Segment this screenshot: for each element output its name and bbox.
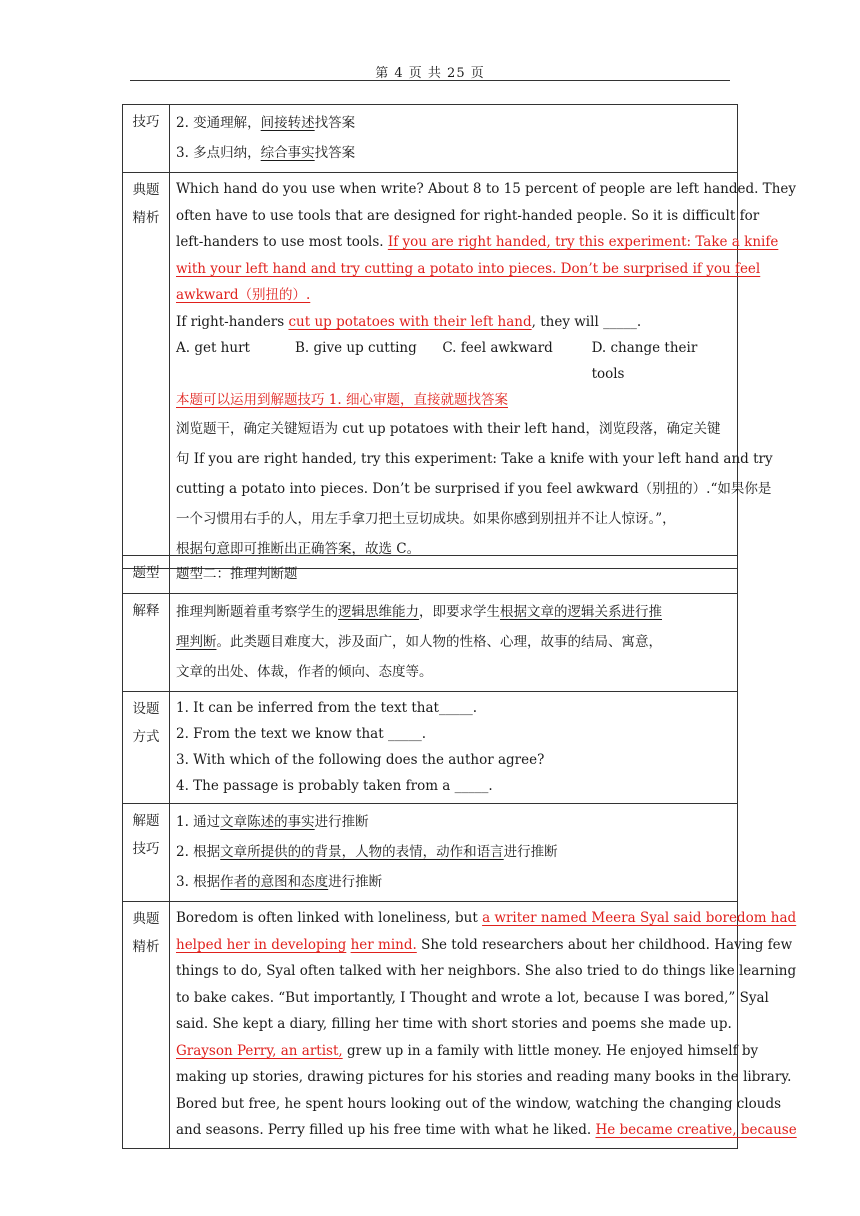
row-label: 题型 [123,556,170,594]
question-line: If right-handers cut up potatoes with their left hand, they will _____. [176,313,642,330]
analysis-line: 浏览题干，确定关键短语为 cut up potatoes with their left hand，浏览段落，确定关键 [176,420,721,437]
row-label: 典题 精析 [123,173,170,569]
passage-line: to bake cakes. “But importantly, I Thought and wrote a lot, because I was bored,” Syal [176,989,769,1006]
list-item: 1. 通过文章陈述的事实进行推断 [176,814,369,830]
example-analysis [170,173,796,569]
passage-line: with your left hand and try cutting a potato into pieces. Don’t be surprised if you feel [176,260,761,277]
table-row [123,902,738,1149]
list-item: 3. 多点归纳，综合事实找答案 [176,145,356,161]
analysis-line: cutting a potato into pieces. Don’t be surprised if you feel awkward（别扭的）.“如果你是 [176,480,772,497]
list-item: 2. 变通理解，间接转述找答案 [176,115,356,131]
list-item: 2. 根据文章所提供的的背景，人物的表情，动作和语言进行推断 [176,844,558,860]
header-rule [130,80,730,81]
question-formats [170,692,738,804]
explanation: 推理判断题着重考察学生的逻辑思维能力，即要求学生根据文章的逻辑关系进行推 理判断。此类题目难度大，涉及面广，如人物的性格、心理，故事的结局、寓意， 文章的出处、体裁，作者的倾向、态度等。 [170,594,738,692]
passage-line: awkward（别扭的）. [176,287,311,303]
solving-skills [170,804,738,902]
passage-line: and seasons. Perry filled up his free time with what he liked. He became creative, because [176,1122,797,1138]
table-row [123,594,738,692]
skill-tip: 本题可以运用到解题技巧 1. 细心审题，直接就题找答案 [176,392,508,408]
list-item: 4. The passage is probably taken from a _____. [176,778,493,794]
passage-line: making up stories, drawing pictures for his stories and reading many books in the library. [176,1069,792,1085]
row-label: 典题 精析 [123,902,170,1149]
analysis-line: 根据句意即可推断出正确答案，故选 C。 [176,540,421,557]
passage-line: things to do, Syal often talked with her neighbors. She also tried to do things like learning [176,963,797,979]
answer-options [176,335,731,387]
inference-question-table [122,555,797,1149]
row-label: 解题 技巧 [123,804,170,902]
row-label: 解释 [123,594,170,692]
option-c: C. feel awkward [442,340,553,356]
question-type: 题型二：推理判断题 [170,556,738,594]
example-analysis [170,902,797,1149]
option-a: A. get hurt [176,340,250,356]
row-label: 技巧 [123,105,170,173]
passage-line: Bored but free, he spent hours looking out of the window, watching the changing clouds [176,1095,782,1112]
list-item: 2. From the text we know that _____. [176,726,426,742]
row-label: 设题 方式 [123,692,170,804]
option-b: B. give up cutting [295,340,417,356]
list-item: 3. With which of the following does the author agree? [176,752,545,768]
list-item: 3. 根据作者的意图和态度进行推断 [176,874,383,890]
analysis-line: 句 If you are right handed, try this experiment: Take a knife with your left hand and try [176,450,773,467]
passage-line: helped her in developing her mind. She told researchers about her childhood. Having few [176,936,793,953]
table-row [123,105,738,173]
list-item: 1. It can be inferred from the text that_____. [176,700,478,716]
passage-line: often have to use tools that are designed for right-handed people. So it is difficult for [176,207,760,224]
table-row [123,556,738,594]
skills-content [170,105,738,173]
passage-line: left-handers to use most tools. If you are right handed, try this experiment: Take a knife [176,234,779,250]
passage-line: Which hand do you use when write? About 8 to 15 percent of people are left handed. They [176,181,796,197]
page-header: 第 4 页 共 25 页 [375,66,485,81]
analysis-line: 一个习惯用右手的人，用左手拿刀把土豆切成块。如果你感到别扭并不让人惊讶。”， [176,510,676,527]
passage-line: Boredom is often linked with loneliness, but a writer named Meera Syal said boredom had [176,910,797,926]
skills-table-continued [122,104,796,569]
table-row [123,692,738,804]
passage-line: said. She kept a diary, filling her time with short stories and poems she made up. [176,1016,732,1032]
table-row [123,173,738,569]
option-d: D. change their tools [591,340,698,382]
table-row [123,804,738,902]
passage-line: Grayson Perry, an artist, grew up in a family with little money. He enjoyed himself by [176,1042,759,1059]
